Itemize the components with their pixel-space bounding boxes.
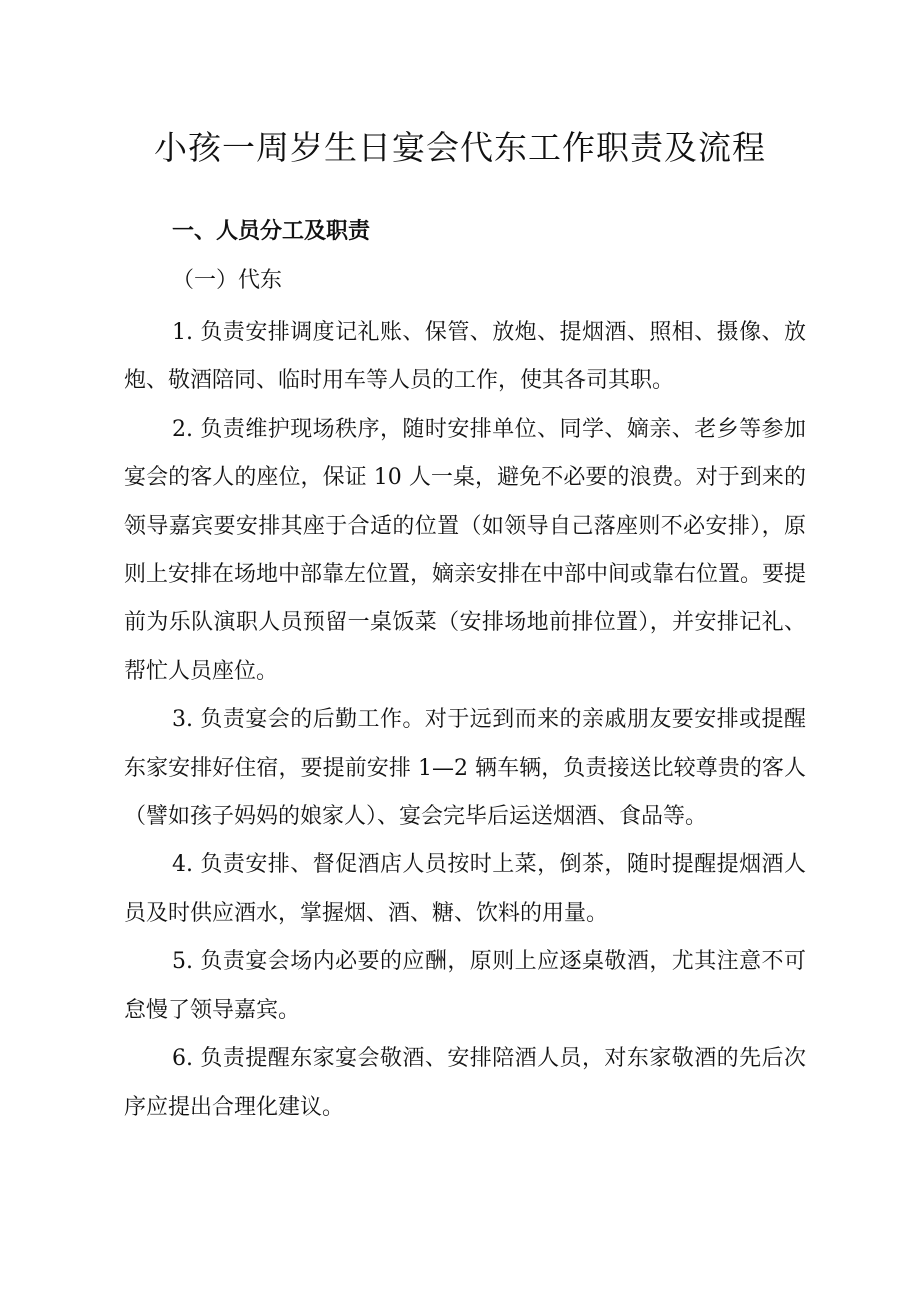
body-text (124, 309, 806, 1132)
paragraph-2: 2. 负责维护现场秩序，随时安排单位、同学、嫡亲、老乡等参加宴会的客人的座位，保证 10 人一桌，避免不必要的浪费。对于到来的领导嘉宾要安排其座于合适的位置（如领导自己落座则不必安排），原则上安排在场地中部靠左位置，嫡亲安排在中部中间或靠右位置。要提前为乐队演职人员预留一桌饭菜（安排场地前排位置），并安排记礼、帮忙人员座位。 (124, 416, 807, 684)
paragraph-6: 6. 负责提醒东家宴会敬酒、安排陪酒人员，对东家敬酒的先后次序应提出合理化建议。 (124, 1046, 806, 1120)
section-heading: 一、人员分工及职责 (172, 219, 371, 244)
paragraph-3: 3. 负责宴会的后勤工作。对于远到而来的亲戚朋友要安排或提醒东家安排好住宿，要提前安排 1—2 辆车辆，负责接送比较尊贵的客人（譬如孩子妈妈的娘家人）、宴会完毕后运送烟酒、食品等。 (124, 707, 806, 830)
paragraph-4: 4. 负责安排、督促酒店人员按时上菜，倒茶，随时提醒提烟酒人员及时供应酒水，掌握烟、酒、糖、饮料的用量。 (124, 852, 806, 926)
subsection-heading: （一）代东 (172, 268, 283, 293)
paragraph-1: 1. 负责安排调度记礼账、保管、放炮、提烟酒、照相、摄像、放炮、敬酒陪同、临时用车等人员的工作，使其各司其职。 (124, 320, 806, 394)
paragraph-5: 5. 负责宴会场内必要的应酬，原则上应逐桌敬酒，尤其注意不可怠慢了领导嘉宾。 (124, 949, 806, 1023)
document-title: 小孩一周岁生日宴会代东工作职责及流程 (154, 128, 766, 167)
